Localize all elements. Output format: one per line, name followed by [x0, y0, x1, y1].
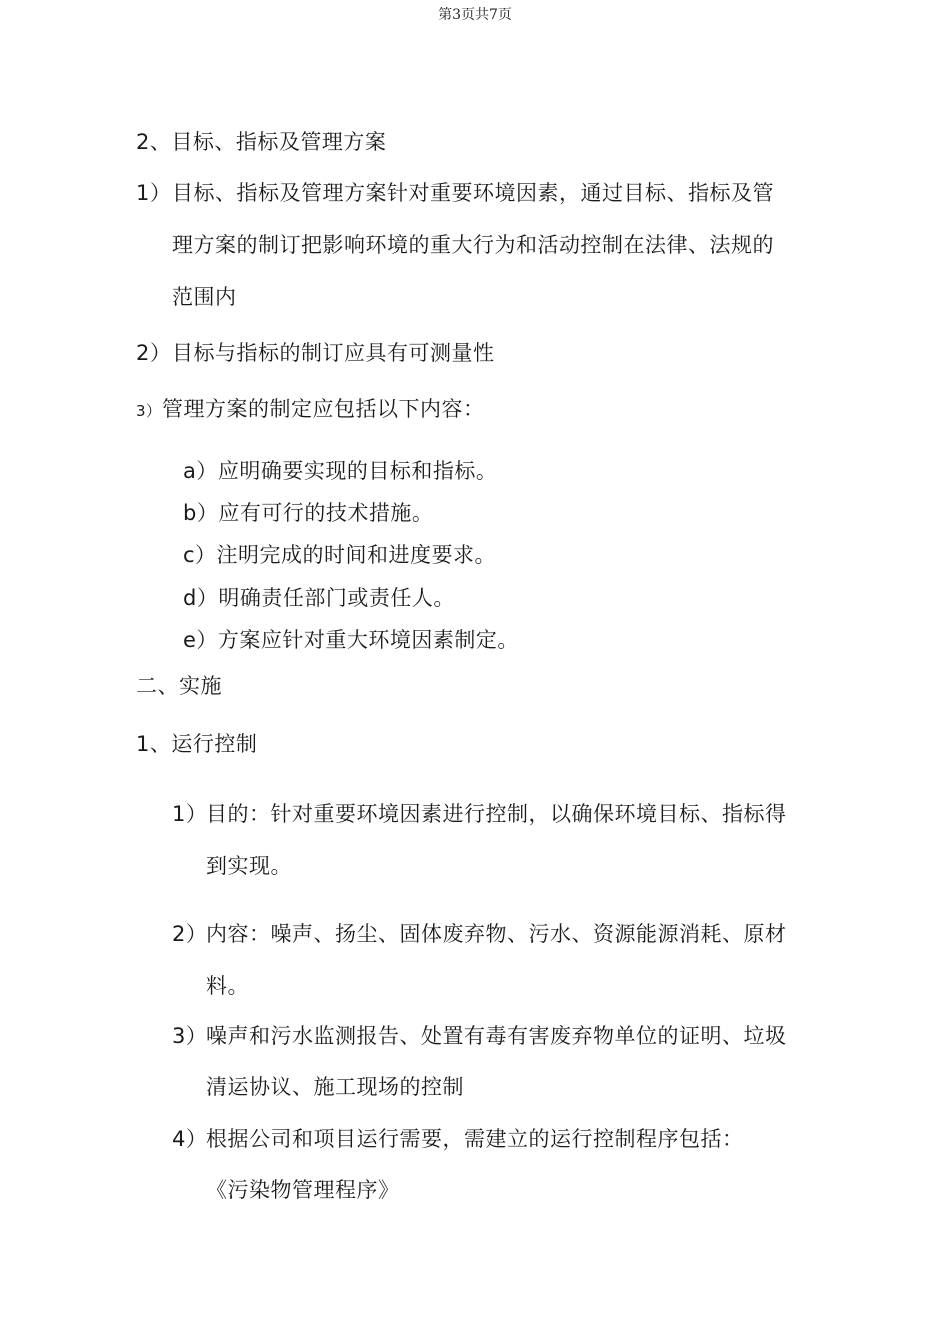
list-item-text: 目的：针对重要环境因素进行控制，以确保环境目标、指标得	[206, 802, 787, 826]
sub-list-item	[183, 497, 433, 527]
section-number: 1	[136, 732, 150, 756]
list-item-text: 噪声和污水监测报告、处置有毒有害废弃物单位的证明、垃圾	[206, 1024, 787, 1048]
list-item-number: 3）	[172, 1024, 208, 1048]
sub-list-item	[183, 624, 519, 654]
section-title: 、目标、指标及管理方案	[149, 130, 387, 154]
sub-item-text: 注明完成的时间和进度要求。	[216, 543, 497, 567]
list-item	[136, 337, 495, 367]
list-item-number: 4）	[172, 1127, 208, 1151]
list-item-text: 根据公司和项目运行需要，需建立的运行控制程序包括：	[206, 1127, 744, 1151]
part-heading: 二、实施	[136, 674, 222, 698]
sub-item-label: a）	[183, 459, 218, 483]
list-item-number: 2）	[172, 922, 208, 946]
list-item	[136, 177, 774, 207]
sub-item-text: 应明确要实现的目标和指标。	[217, 459, 498, 483]
list-item-text: 管理方案的制定应包括以下内容：	[162, 397, 485, 421]
section-number: 2	[136, 130, 150, 154]
section-heading	[136, 126, 386, 156]
sub-item-text: 明确责任部门或责任人。	[218, 586, 455, 610]
list-item-number: 3）	[136, 402, 162, 420]
sub-list-item	[183, 582, 455, 612]
sub-item-text: 应有可行的技术措施。	[218, 501, 434, 525]
list-item-text: 内容：噪声、扬尘、固体废弃物、污水、资源能源消耗、原材	[206, 922, 787, 946]
list-item-text: 目标、指标及管理方案针对重要环境因素，通过目标、指标及管	[172, 181, 774, 205]
sub-item-label: b）	[183, 501, 219, 525]
list-item	[136, 393, 485, 423]
list-item-continuation: 清运协议、施工现场的控制	[206, 1075, 464, 1099]
sub-item-label: d）	[183, 586, 219, 610]
list-item-number: 1）	[136, 181, 172, 205]
list-item-text: 目标与指标的制订应具有可测量性	[172, 341, 495, 365]
list-item-continuation: 到实现。	[206, 854, 292, 878]
sub-item-text: 方案应针对重大环境因素制定。	[217, 628, 519, 652]
list-item-continuation: 理方案的制订把影响环境的重大行为和活动控制在法律、法规的	[172, 233, 774, 257]
list-item	[172, 1123, 744, 1153]
list-item	[172, 798, 787, 828]
section-heading	[136, 728, 257, 758]
procedure-title: 《污染物管理程序》	[206, 1178, 400, 1202]
list-item-continuation: 料。	[206, 974, 249, 998]
section-title: 、运行控制	[149, 732, 258, 756]
list-item-continuation: 范围内	[172, 285, 237, 309]
sub-item-label: c）	[183, 543, 217, 567]
list-item-number: 2）	[136, 341, 172, 365]
sub-list-item	[183, 539, 496, 569]
sub-list-item	[183, 455, 497, 485]
list-item	[172, 1020, 787, 1050]
list-item	[172, 918, 787, 948]
sub-item-label: e）	[183, 628, 218, 652]
page-number-header: 第3页共7页	[438, 7, 512, 23]
list-item-number: 1）	[172, 802, 208, 826]
